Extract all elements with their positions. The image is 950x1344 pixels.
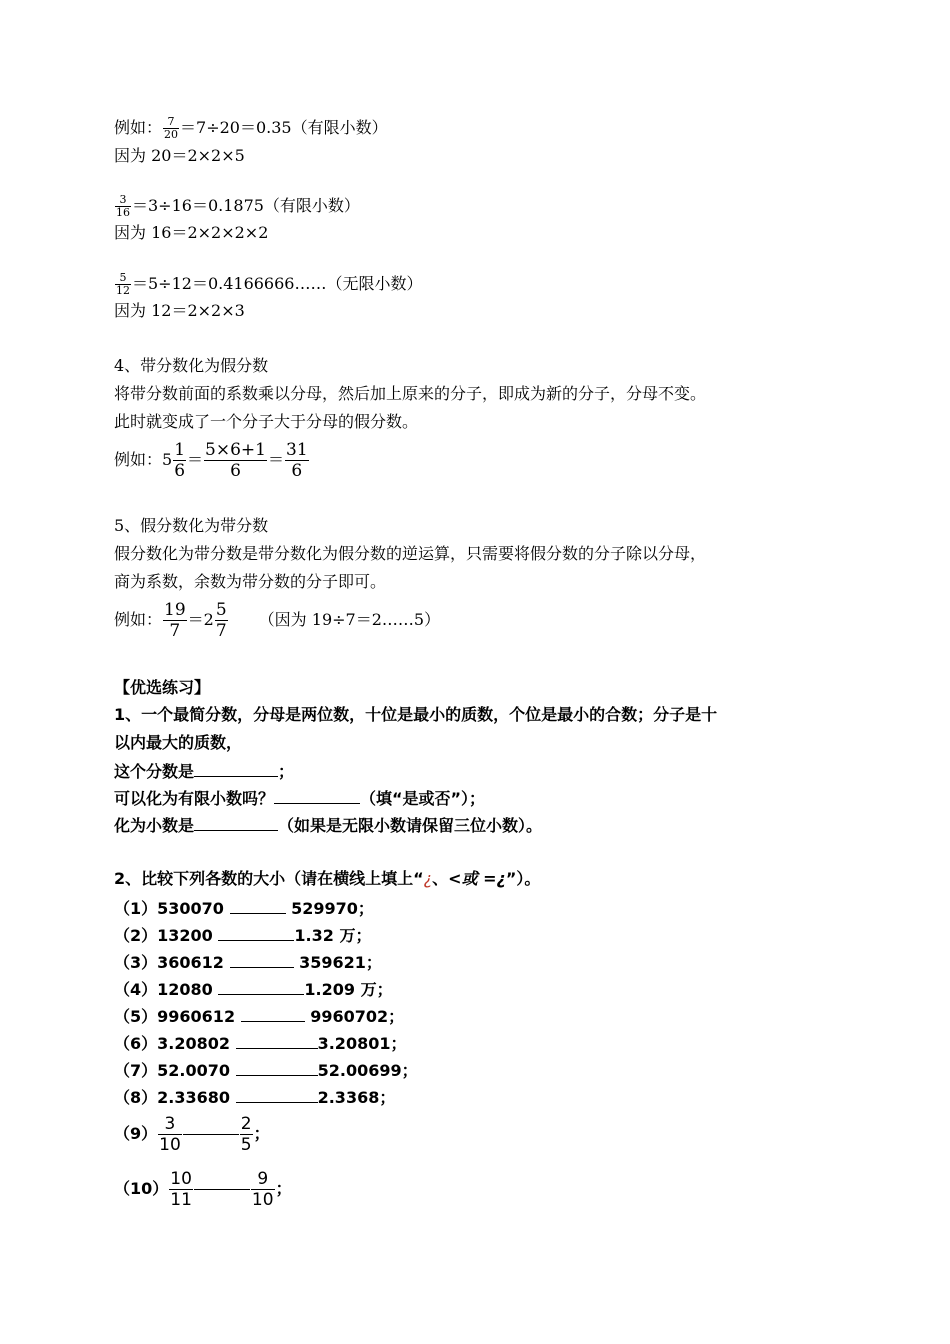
compare-item-7: （7）52.0070 52.00699； [114,1061,418,1080]
fraction-3-16: $\frac{3}{16}$ [116,193,130,219]
compare-item-2: （2）13200 1.32 万； [114,926,372,945]
compare-item-9: （9） $\frac{3}{10}$ $\frac{2}{5}$ ； [114,1114,270,1155]
practice-title: 【优选练习】 [114,678,211,697]
answer-blank[interactable] [218,924,294,941]
compare-item-3: （3）360612 359621； [114,953,382,972]
compare-item-6: （6）3.20802 3.20801； [114,1034,407,1053]
q1-a: 这个分数是 ； [114,762,295,781]
section4-text1: 将带分数前面的系数乘以分母，然后加上原来的分子，即成为新的分子，分母不变。 [114,384,707,403]
example-7-20 [114,116,388,141]
reason-16: 因为 16＝2×2×2×2 [114,223,269,242]
example-reason: （因为 19÷7＝2……5） [258,610,441,629]
whole-number: 5 [162,450,173,469]
answer-blank[interactable] [183,1134,239,1135]
example-expression: ＝5÷12＝0.4166666……（无限小数） [132,274,423,293]
q1-b: 可以化为有限小数吗？ （填“是或否”）； [114,789,486,808]
section5-text1: 假分数化为带分数是带分数化为假分数的逆运算，只需要将假分数的分子除以分母， [114,544,707,563]
symbol-greater: ¿ [423,869,433,888]
example-prefix: 例如： [114,118,163,137]
section5-title: 5、假分数化为带分数 [114,516,269,535]
equals-whole: ＝2 [187,610,214,629]
q1-line2: 以内最大的质数， [114,733,243,752]
fraction-5-7: $\frac{5}{7}$ [215,600,227,641]
example-prefix: 例如： [114,610,163,629]
compare-item-8: （8）2.33680 2.3368； [114,1088,396,1107]
answer-blank[interactable] [236,1032,318,1049]
answer-blank[interactable] [241,1005,305,1022]
fraction-5-12: $\frac{5}{12}$ [116,271,130,297]
reason-20: 因为 20＝2×2×5 [114,146,245,165]
fraction-9-10: $\frac{9}{10}$ [251,1169,274,1210]
section4-title: 4、带分数化为假分数 [114,356,269,375]
example-expression: ＝3÷16＝0.1875（有限小数） [132,196,360,215]
equals: ＝ [267,450,284,469]
answer-blank[interactable] [274,787,360,804]
answer-blank[interactable] [230,897,286,914]
section5-example [114,600,440,641]
fraction-31-6: $\frac{31}{6}$ [286,440,308,481]
fraction-expression: $\frac{5\times 6+1}{6}$ [205,440,266,481]
q1-c: 化为小数是 （如果是无限小数请保留三位小数）。 [114,816,543,835]
fraction-19-7: $\frac{19}{7}$ [164,600,186,641]
equals: ＝ [187,450,204,469]
compare-item-4: （4）12080 1.209 万； [114,980,393,999]
fraction-7-20: $\frac{7}{20}$ [164,115,179,141]
answer-blank[interactable] [218,978,304,995]
answer-blank[interactable] [230,951,294,968]
section4-example [114,440,310,481]
answer-blank[interactable] [194,814,278,831]
fraction-10-11: $\frac{10}{11}$ [170,1169,192,1210]
answer-blank[interactable] [194,1189,250,1190]
fraction-1-6: $\frac{1}{6}$ [174,440,186,481]
section4-text2: 此时就变成了一个分子大于分母的假分数。 [114,412,419,431]
answer-blank[interactable] [236,1059,318,1076]
example-5-12 [114,272,422,297]
q1-line1: 1、一个最简分数，分母是两位数，十位是最小的质数，个位是最小的合数；分子是十 [114,705,718,724]
answer-blank[interactable] [194,760,278,777]
answer-blank[interactable] [236,1086,318,1103]
compare-item-10: （10） $\frac{10}{11}$ $\frac{9}{10}$ ； [114,1169,292,1210]
fraction-2-5: $\frac{2}{5}$ [240,1114,252,1155]
section5-text2: 商为系数，余数为带分数的分子即可。 [114,572,387,591]
symbol-less-or-equal: <或 =¿ [448,869,506,888]
example-3-16 [114,194,360,219]
compare-item-1: （1）530070 529970； [114,899,374,918]
reason-12: 因为 12＝2×2×3 [114,301,245,320]
example-prefix: 例如： [114,450,163,469]
example-expression: ＝7÷20＝0.35（有限小数） [180,118,388,137]
compare-item-5: （5）9960612 9960702； [114,1007,405,1026]
fraction-3-10: $\frac{3}{10}$ [159,1114,181,1155]
q2-title: 2、比较下列各数的大小（请在横线上填上“¿、<或 =¿”）。 [114,869,541,888]
